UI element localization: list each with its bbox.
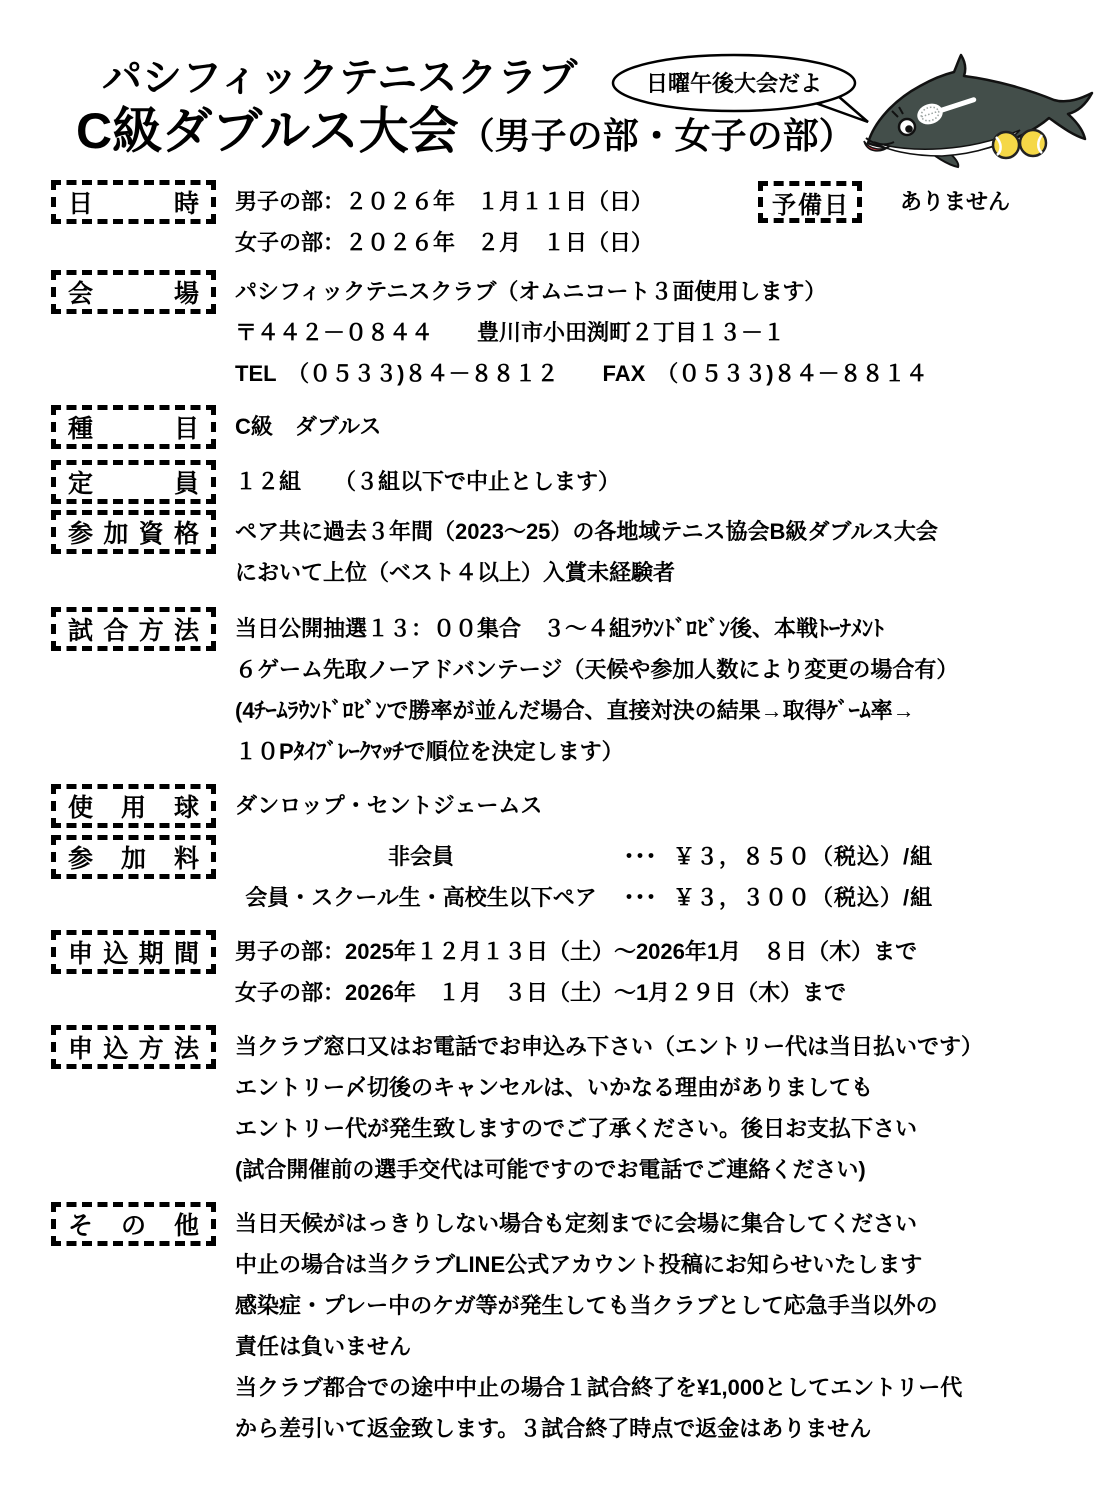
section-balls [51, 784, 1070, 828]
label-reserve-day: 予 備 日 [758, 181, 862, 223]
match-method-line: 当日公開抽選１３：００集合 ３～４組ﾗｳﾝﾄﾞﾛﾋﾞﾝ後、本戦ﾄｰﾅﾒﾝﾄ [235, 616, 885, 641]
section-match-method [51, 607, 1070, 772]
match-method-line: (4ﾁｰﾑﾗｳﾝﾄﾞﾛﾋﾞﾝで勝率が並んだ場合、直接対決の結果→取得ｹﾞｰﾑ率→ [235, 698, 915, 723]
section-application-method [51, 1025, 1070, 1190]
venue-phone: TEL （０５３３)８４－８８１２ FAX （０５３３)８４－８８１４ [235, 361, 928, 386]
application-method-line: エントリー〆切後のキャンセルは、いかなる理由がありましても [235, 1075, 874, 1100]
label-eligibility: 参 加 資 格 [51, 510, 216, 554]
application-method-line: (試合開催前の選手交代は可能ですのでお電話でご連絡ください) [235, 1157, 866, 1182]
capacity-value: １２組 （３組以下で中止とします） [235, 469, 621, 494]
other-line: 責任は負いません [235, 1334, 412, 1359]
fee-row-nonmember [235, 836, 933, 877]
label-match-method: 試 合 方 法 [51, 607, 216, 651]
event-type-value: C級 ダブルス [235, 414, 382, 439]
fee-price: ￥３，３００（税込）/組 [673, 885, 934, 910]
reserve-day-value: ありません [900, 189, 1011, 214]
section-event-type [51, 405, 1070, 449]
fee-dots: ･･･ [623, 844, 657, 869]
eligibility-line: ペア共に過去３年間（2023～25）の各地域テニス協会B級ダブルス大会 [235, 519, 938, 544]
fee-category: 会員・スクール生・高校生以下ペア [245, 885, 597, 910]
event-title-sub: （男子の部・女子の部） [458, 115, 855, 156]
label-venue: 会 場 [51, 270, 216, 314]
section-application-period [51, 930, 1070, 1013]
venue-name: パシフィックテニスクラブ（オムニコート３面使用します） [235, 279, 827, 304]
label-entry-fee: 参 加 料 [51, 835, 216, 879]
eligibility-line: において上位（ベスト４以上）入賞未経験者 [235, 560, 676, 585]
other-line: 当クラブ都合での途中中止の場合１試合終了を¥1,000としてエントリー代 [235, 1375, 963, 1400]
day-time-men: 男子の部：２０２６年 １月１１日（日） [235, 189, 654, 214]
speech-bubble-text: 日曜午後大会だよ [645, 71, 823, 96]
day-time-women: 女子の部：２０２６年 ２月 １日（日） [235, 230, 654, 255]
label-application-period: 申 込 期 間 [51, 930, 216, 974]
label-other: そ の 他 [51, 1202, 216, 1246]
other-line: 当日天候がはっきりしない場合も定刻までに会場に集合してください [235, 1211, 918, 1236]
application-method-line: エントリー代が発生致しますのでご了承ください。後日お支払下さい [235, 1116, 918, 1141]
dolphin-body [868, 55, 1092, 154]
speech-bubble [606, 46, 876, 126]
match-method-line: １０Pﾀｲﾌﾞﾚｰｸﾏｯﾁで順位を決定します） [235, 739, 624, 764]
label-day-time: 日 時 [51, 180, 216, 224]
fee-row-member [235, 877, 933, 918]
other-line: から差引いて返金致します。３試合終了時点で返金はありません [235, 1416, 872, 1441]
application-method-line: 当クラブ窓口又はお電話でお申込み下さい（エントリー代は当日払いです） [235, 1034, 984, 1059]
balls-value: ダンロップ・セントジェームス [235, 793, 543, 818]
event-title-main: C級ダブルス大会 [76, 103, 459, 159]
section-entry-fee [51, 835, 1070, 918]
match-method-line: ６ゲーム先取ノーアドバンテージ（天候や参加人数により変更の場合有） [235, 657, 959, 682]
application-period-men: 男子の部：2025年１２月１３日（土）～2026年1月 ８日（木）まで [235, 939, 918, 964]
fee-dots: ･･･ [623, 885, 657, 910]
dolphin-illustration [858, 50, 1098, 170]
section-capacity [51, 460, 1070, 504]
fee-category: 非会員 [387, 844, 454, 869]
label-capacity: 定 員 [51, 460, 216, 504]
fee-price: ￥３，８５０（税込）/組 [673, 844, 934, 869]
other-line: 中止の場合は当クラブLINE公式アカウント投稿にお知らせいたします [235, 1252, 923, 1277]
application-period-women: 女子の部：2026年 １月 ３日（土）～1月２９日（木）まで [235, 980, 847, 1005]
club-name-title: パシフィックテニスクラブ [102, 56, 578, 100]
venue-address: 〒４４２－０８４４ 豊川市小田渕町２丁目１３－１ [235, 320, 786, 345]
label-application-method: 申 込 方 法 [51, 1025, 216, 1069]
section-eligibility [51, 510, 1070, 593]
label-event-type: 種 目 [51, 405, 216, 449]
other-line: 感染症・プレー中のケガ等が発生しても当クラブとして応急手当以外の [235, 1293, 938, 1318]
section-other [51, 1202, 1070, 1449]
section-venue [51, 270, 1070, 394]
label-balls: 使 用 球 [51, 784, 216, 828]
